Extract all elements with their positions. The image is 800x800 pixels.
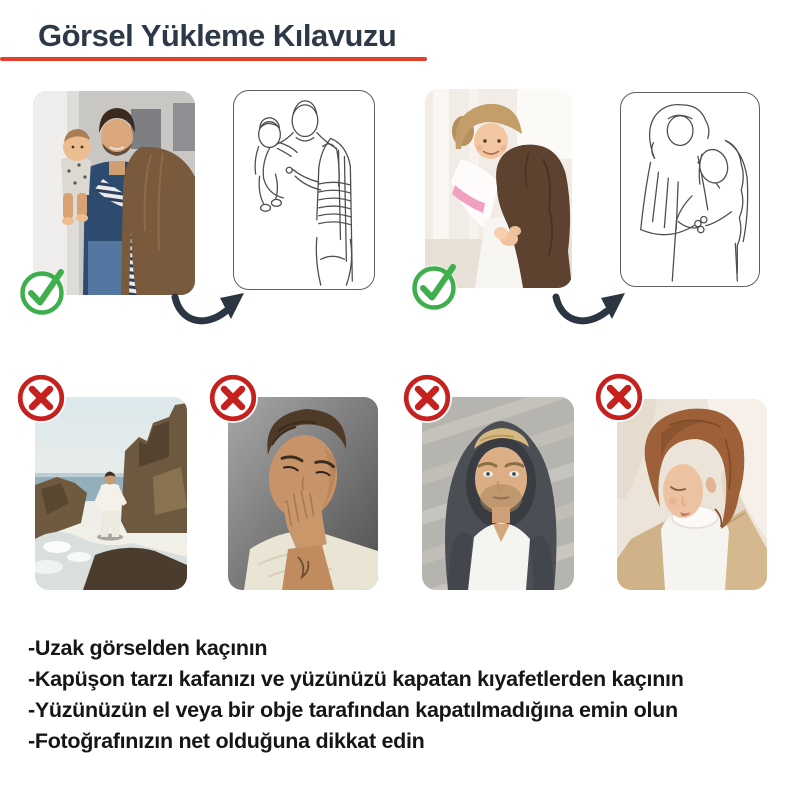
guideline-avoid-hoods: -Kapüşon tarzı kafanızı ve yüzünüzü kapatan kıyafetlerden kaçının [28,667,684,691]
check-circle-icon [16,264,68,316]
x-circle-icon [207,372,259,424]
rejected-photo-hood [422,397,574,590]
guideline-sharp-photo: -Fotoğrafınızın net olduğuna dikkat edin [28,729,425,753]
rejected-photo-hand-covering-face [228,397,378,590]
curved-arrow-icon [170,289,248,331]
rejected-photo-looking-down [617,399,767,590]
mother-daughter-line-drawing [621,93,759,286]
x-circle-icon [401,372,453,424]
curved-arrow-icon [551,289,629,331]
family-line-drawing [234,91,374,289]
guidelines-list [28,633,772,757]
distant-full-body-photo-illustration [35,397,187,590]
page-title: Görsel Yükleme Kılavuzu [38,18,397,53]
approved-drawing-mother-daughter [620,92,760,287]
guideline-avoid-distant: -Uzak görselden kaçının [28,636,268,660]
x-circle-icon [593,371,645,423]
title-underline [0,57,427,61]
x-circle-icon [15,372,67,424]
face-turned-down-photo-illustration [617,399,767,590]
hood-covering-head-photo-illustration [422,397,574,590]
rejected-photo-distant [35,397,187,590]
check-circle-icon [408,259,460,311]
approved-drawing-family [233,90,375,290]
hand-covering-face-photo-illustration [228,397,378,590]
guideline-face-uncovered: -Yüzünüzün el veya bir obje tarafından kapatılmadığına emin olun [28,698,678,722]
